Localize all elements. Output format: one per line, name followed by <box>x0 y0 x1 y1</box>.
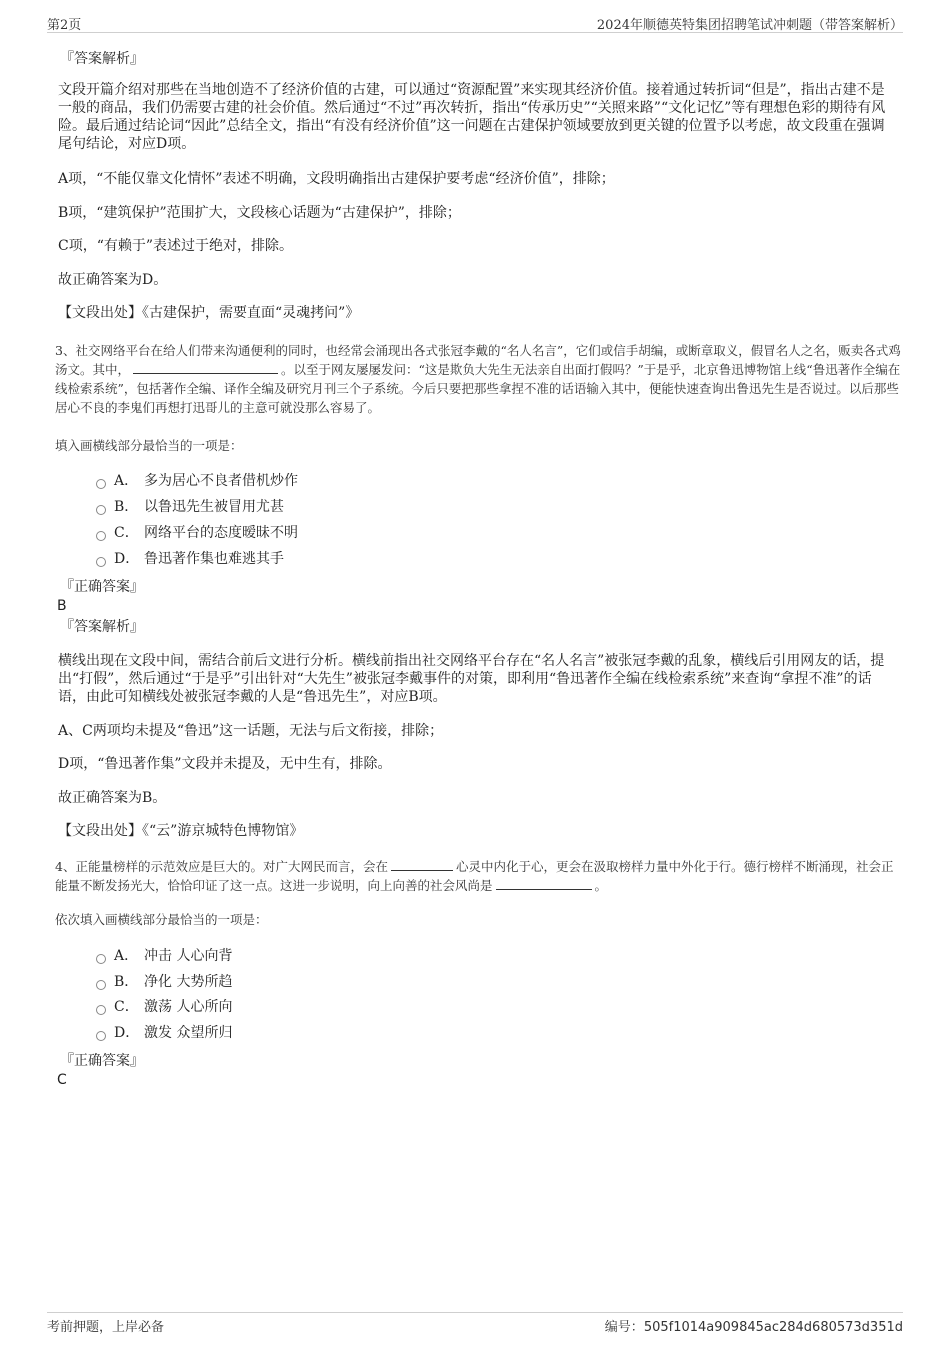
q4-blank-1 <box>391 858 453 871</box>
q3-option-d-analysis: D项，“鲁迅著作集”文段并未提及，无中生有，排除。 <box>58 756 392 772</box>
radio-icon[interactable] <box>96 980 106 990</box>
radio-icon[interactable] <box>96 954 106 964</box>
radio-icon[interactable] <box>96 479 106 489</box>
q3-conclusion: 故正确答案为B。 <box>58 790 167 806</box>
q4-option-c[interactable]: C． 激荡 人心所向 <box>96 998 232 1016</box>
q4-prompt: 依次填入画横线部分最恰当的一项是： <box>55 912 268 927</box>
q4-correct-heading: 『正确答案』 <box>60 1053 144 1069</box>
document-title: 2024年顺德英特集团招聘笔试冲刺题（带答案解析） <box>596 18 903 33</box>
page-number: 第2页 <box>47 18 82 33</box>
q3-stem <box>55 341 905 417</box>
q3-option-ac-analysis: A、C两项均未提及“鲁迅”这一话题，无法与后文衔接，排除； <box>58 723 444 739</box>
document-code-label: 编号： <box>604 1320 644 1335</box>
q3-blank <box>133 361 278 374</box>
q3-stem-part1: 3、社交网络平台在给人们带来沟通便利的同时，也经常会涌现出各式张冠李戴的“名人名言”，它们或信手胡编，或断章取义，假冒名人之名，贩卖各式鸡汤文。其中， <box>55 343 901 377</box>
q2-conclusion: 故正确答案为D。 <box>58 272 168 288</box>
document-code-value: 505f1014a909845ac284d680573d351d <box>643 1320 903 1335</box>
q4-option-b[interactable]: B． 净化 大势所趋 <box>96 973 232 991</box>
q3-analysis-heading: 『答案解析』 <box>60 619 144 635</box>
q4-correct-answer: C <box>57 1072 67 1088</box>
q3-option-a[interactable]: A． 多为居心不良者借机炒作 <box>96 472 298 490</box>
q4-stem-part1: 4、正能量榜样的示范效应是巨大的。对广大网民而言，会在 <box>55 859 388 874</box>
q2-analysis-heading: 『答案解析』 <box>60 51 144 67</box>
q4-blank-2 <box>496 877 592 890</box>
radio-icon[interactable] <box>96 557 106 567</box>
q2-option-b-analysis: B项，“建筑保护”范围扩大，文段核心话题为“古建保护”，排除； <box>58 205 461 221</box>
q4-stem <box>55 857 905 895</box>
footer-slogan: 考前押题，上岸必备 <box>47 1320 165 1335</box>
q3-source: 【文段出处】《“云”游京城特色博物馆》 <box>58 823 304 839</box>
q4-stem-part2: 心灵中内化于心，更会在汲取榜样力量中外化于行。德行榜样不断涌现，社会正能量不断发扬光大，恰恰印证了这一点。这进一步说明，向上向善的社会风尚是 <box>55 859 894 893</box>
q4-stem-part3: 。 <box>594 878 608 893</box>
q3-correct-heading: 『正确答案』 <box>60 579 144 595</box>
q3-stem-part2: 。以至于网友屡屡发问：“这是欺负大先生无法亲自出面打假吗？”于是乎，北京鲁迅博物馆上线“鲁迅著作全编在线检索系统”，包括著作全编、译作全编及研究月刊三个子系统。今后只要把那些拿捏不准的话语输入其中，便能快速查询出鲁迅先生是否说过。以后那些居心不良的李鬼们再想打迅哥儿的主意可就没那么容易了。 <box>55 362 901 415</box>
q3-option-d[interactable]: D． 鲁迅著作集也难逃其手 <box>96 550 284 568</box>
q2-option-a-analysis: A项，“不能仅靠文化情怀”表述不明确，文段明确指出古建保护要考虑“经济价值”，排除； <box>58 171 615 187</box>
document-code <box>605 1316 903 1335</box>
q3-option-b[interactable]: B． 以鲁迅先生被冒用尤甚 <box>96 498 284 516</box>
q3-prompt: 填入画横线部分最恰当的一项是： <box>55 438 243 453</box>
radio-icon[interactable] <box>96 505 106 515</box>
page-header <box>47 10 903 33</box>
q3-correct-answer: B <box>57 598 67 614</box>
radio-icon[interactable] <box>96 1031 106 1041</box>
q2-option-c-analysis: C项，“有赖于”表述过于绝对，排除。 <box>58 238 294 254</box>
page-footer <box>47 1312 903 1335</box>
radio-icon[interactable] <box>96 531 106 541</box>
q4-option-d[interactable]: D． 激发 众望所归 <box>96 1024 232 1042</box>
q4-option-a[interactable]: A． 冲击 人心向背 <box>96 947 232 965</box>
q3-analysis-paragraph: 横线出现在文段中间，需结合前后文进行分析。横线前指出社交网络平台存在“名人名言”被张冠李戴的乱象，横线后引用网友的话，提出“打假”，然后通过“于是乎”引出针对“大先生”被张冠李戴事件的对策，即利用“鲁迅著作全编在线检索系统”来查询“拿捏不准”的话语，由此可知横线处被张冠李戴的人是“鲁迅先生”，对应B项。 <box>58 653 885 705</box>
q3-option-c[interactable]: C． 网络平台的态度暧昧不明 <box>96 524 298 542</box>
q2-source: 【文段出处】《古建保护，需要直面“灵魂拷问”》 <box>58 305 360 321</box>
q2-analysis-paragraph: 文段开篇介绍对那些在当地创造不了经济价值的古建，可以通过“资源配置”来实现其经济价值。接着通过转折词“但是”，指出古建不是一般的商品，我们仍需要古建的社会价值。然后通过“不过”再次转折，指出“传承历史”“关照来路”“文化记忆”等有理想色彩的期待有风险。最后通过结论词“因此”总结全文，指出“有没有经济价值”这一问题在古建保护领域要放到更关键的位置予以考虑，故文段重在强调尾句结论，对应D项。 <box>58 82 886 152</box>
radio-icon[interactable] <box>96 1005 106 1015</box>
